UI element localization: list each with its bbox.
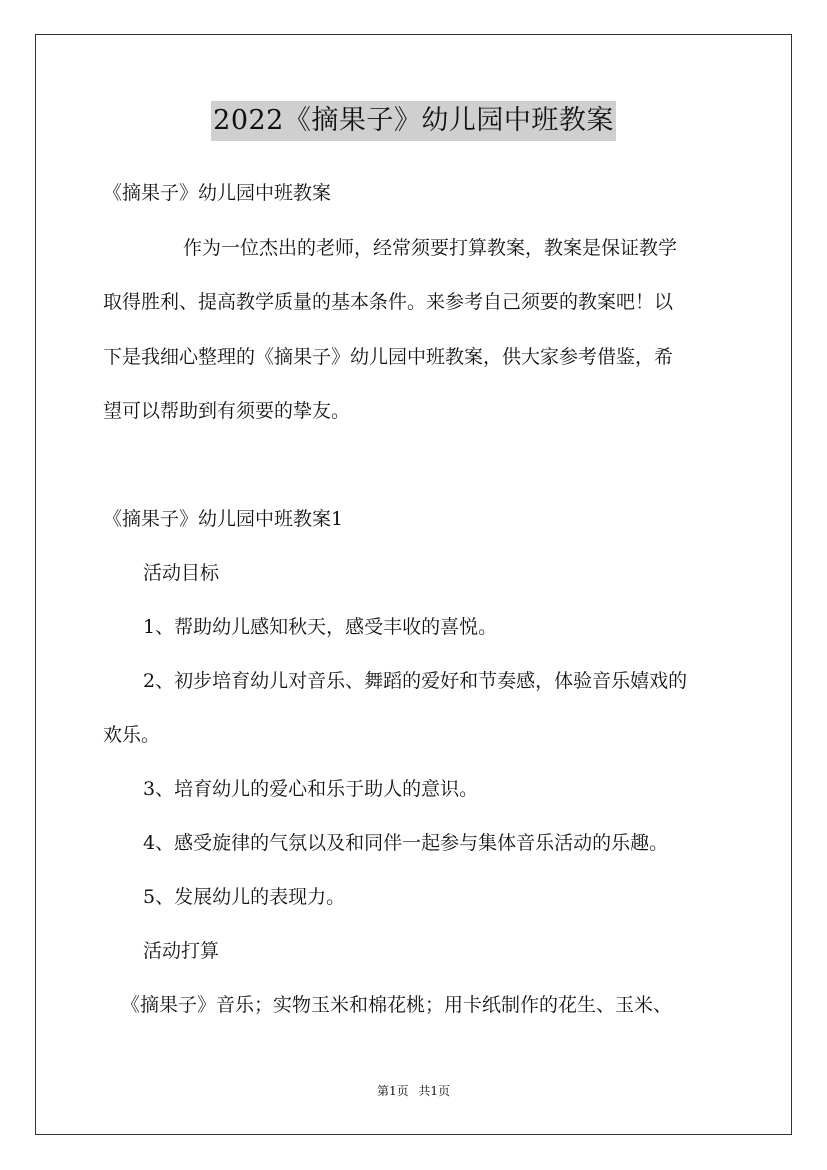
list-item-continuation: 欢乐。 [103,724,161,746]
list-item: 3、培育幼儿的爱心和乐于助人的意识。 [143,778,479,800]
page-total: 共1页 [418,1084,451,1098]
section-heading: 《摘果子》幼儿园中班教案1 [103,508,344,530]
paragraph-line: 取得胜利、提高教学质量的基本条件。来参考自己须要的教案吧！以 [103,291,674,313]
paragraph-line: 下是我细心整理的《摘果子》幼儿园中班教案，供大家参考借鉴，希 [103,346,674,368]
list-item: 4、感受旋律的气氛以及和同伴一起参与集体音乐活动的乐趣。 [143,832,669,854]
title-block [0,101,827,141]
page-footer [0,1083,827,1099]
paragraph-line: 作为一位杰出的老师，经常须要打算教案，教案是保证教学 [183,237,678,259]
page-number: 第1页 [376,1084,409,1098]
subheading-preparation: 活动打算 [143,940,220,962]
paragraph-line: 望可以帮助到有须要的挚友。 [103,400,351,422]
subtitle-line: 《摘果子》幼儿园中班教案 [103,182,332,204]
paragraph-line: 《摘果子》音乐；实物玉米和棉花桃；用卡纸制作的花生、玉米、 [121,994,673,1016]
subheading-goals: 活动目标 [143,562,220,584]
list-item: 2、初步培育幼儿对音乐、舞蹈的爱好和节奏感，体验音乐嬉戏的 [143,670,688,692]
list-item: 5、发展幼儿的表现力。 [143,886,346,908]
document-title: 2022《摘果子》幼儿园中班教案 [211,101,616,141]
list-item: 1、帮助幼儿感知秋天，感受丰收的喜悦。 [143,616,498,638]
